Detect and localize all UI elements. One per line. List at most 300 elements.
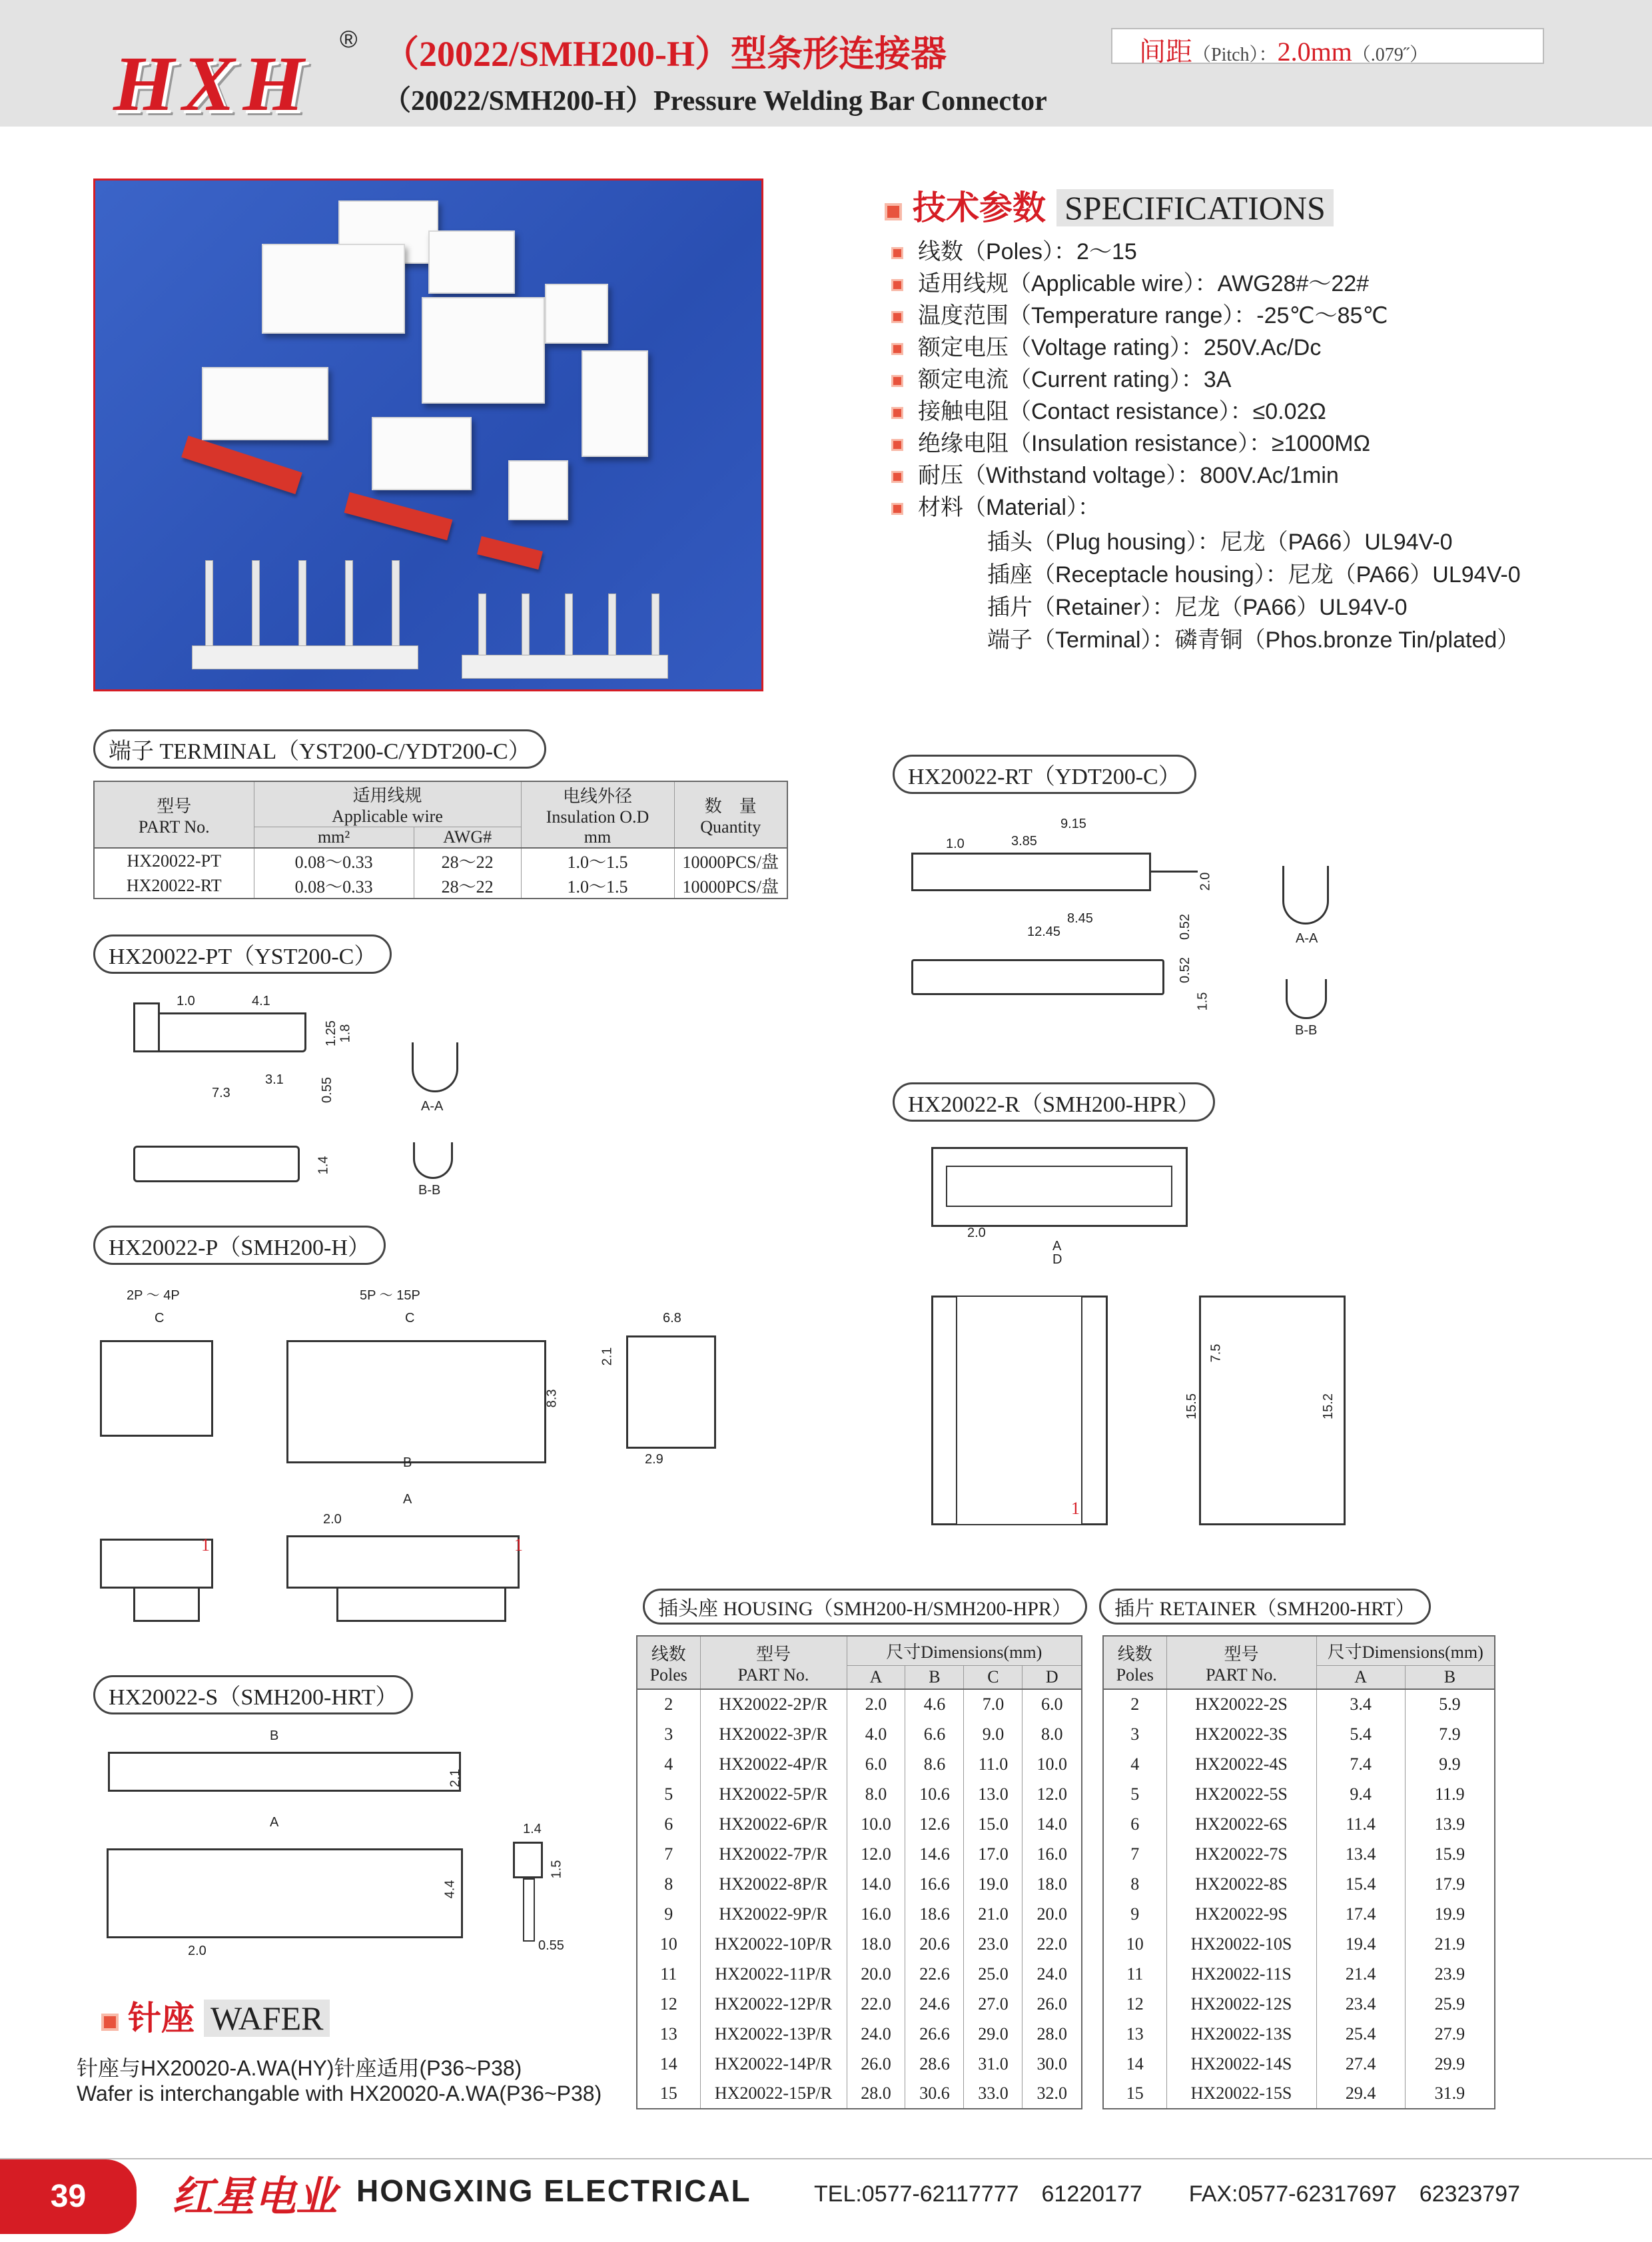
dim-label: B [270, 1728, 279, 1743]
table-row [1103, 1719, 1495, 1749]
th-c: C [964, 1665, 1023, 1689]
cell: 20.0 [847, 1959, 905, 1989]
spec-item [891, 425, 1370, 458]
cell: 11.4 [1316, 1809, 1405, 1839]
cell: 33.0 [964, 2079, 1023, 2109]
cell: 14.0 [847, 1869, 905, 1899]
dim-label: D [1052, 1252, 1062, 1267]
cell: 9 [664, 1904, 673, 1924]
cell: 8 [664, 1874, 673, 1894]
spec-text: 绝缘电阻（Insulation resistance）：≥1000MΩ [918, 431, 1370, 456]
table-row [637, 2079, 1082, 2109]
wafer-note-cn: 针座与HX20020-A.WA(HY)针座适用(P36~P38) [77, 2056, 522, 2080]
th-wire-en: Applicable wire [332, 807, 443, 826]
dim-label: 2.0 [967, 1226, 986, 1240]
th-part-en: PART No. [737, 1665, 809, 1684]
dim-label: 1.0 [946, 837, 965, 851]
dim-label: A [1052, 1239, 1062, 1254]
terminal-tag: 端子 TERMINAL（YST200-C/YDT200-C） [93, 729, 546, 769]
bullet-square-icon [891, 471, 903, 483]
cell: 26.6 [905, 2019, 964, 2049]
pitch-label-en: （Pitch）： [1192, 45, 1278, 65]
spec-item [891, 265, 1369, 298]
cell: 12 [1126, 1994, 1144, 2014]
dim-label: 5P ～ 15P [360, 1288, 420, 1303]
th-part-en: PART No. [1206, 1665, 1277, 1684]
dim-label: 15.5 [1184, 1393, 1199, 1419]
table-row [637, 1779, 1082, 1809]
contact-info [814, 2175, 1520, 2208]
material-item: 端子（Terminal）：磷青铜（Phos.bronze Tin/plated） [987, 627, 1520, 653]
dim-label: 2.0 [1198, 872, 1213, 891]
cell: 13 [1126, 2024, 1144, 2044]
cell: HX20022-13S [1166, 2019, 1316, 2049]
cell: 8 [1130, 1874, 1140, 1894]
cell: 10 [1126, 1934, 1144, 1954]
cell: 3 [1130, 1724, 1140, 1744]
pitch-inch: （.079˝） [1352, 45, 1429, 65]
th-part-cn: 型号 [1224, 1644, 1259, 1664]
dim-label: 7.3 [212, 1086, 230, 1100]
th-b: B [905, 1665, 964, 1689]
cell: HX20022-7S [1166, 1839, 1316, 1869]
dim-label: 0.52 [1177, 914, 1192, 940]
cell: 1.0～1.5 [521, 848, 674, 873]
th-dimensions: 尺寸Dimensions(mm) [847, 1636, 1082, 1665]
wafer-title-cn: 针座 [128, 1999, 195, 2038]
table-row [1103, 1749, 1495, 1779]
dim-label: 1.25 [323, 1020, 338, 1046]
cell: 6 [664, 1814, 673, 1834]
dim-label: A-A [1296, 931, 1318, 946]
table-row [1103, 1839, 1495, 1869]
cell: 15 [659, 2083, 677, 2103]
dim-label: A [270, 1815, 279, 1830]
cell: 30.6 [905, 2079, 964, 2109]
table-row [637, 2019, 1082, 2049]
cell: 17.9 [1405, 1869, 1495, 1899]
spec-text: 额定电压（Voltage rating）：250V.Ac/Dc [918, 335, 1322, 360]
cell: 25.9 [1405, 1989, 1495, 2019]
dim-label: 2.1 [448, 1768, 463, 1788]
cell: 5 [664, 1784, 673, 1804]
cell: 14 [659, 2054, 677, 2073]
dim-label: 4.4 [442, 1880, 458, 1899]
table-row [637, 1719, 1082, 1749]
cell: 27.0 [964, 1989, 1023, 2019]
dim-label: 8.3 [544, 1389, 560, 1408]
cell: HX20022-4P/R [700, 1749, 847, 1779]
registered-mark: ® [340, 25, 358, 53]
table-row [637, 1749, 1082, 1779]
retainer-tag: 插片 RETAINER（SMH200-HRT） [1099, 1589, 1431, 1625]
cell: HX20022-5P/R [700, 1779, 847, 1809]
cell: HX20022-14P/R [700, 2049, 847, 2079]
table-row [1103, 1809, 1495, 1839]
dim-label: 2.9 [645, 1452, 663, 1467]
cell: 25.0 [964, 1959, 1023, 1989]
table-row [1103, 1989, 1495, 2019]
cell: 3 [664, 1724, 673, 1744]
cell: HX20022-12P/R [700, 1989, 847, 2019]
cell: 0.08～0.33 [254, 848, 414, 873]
spec-text: 耐压（Withstand voltage）：800V.Ac/1min [918, 463, 1339, 488]
hxh-logo: HXH [113, 40, 312, 127]
cell: 28.0 [847, 2079, 905, 2109]
cell: 15 [1126, 2083, 1144, 2103]
th-od-en: Insulation O.D [546, 807, 649, 827]
table-row [637, 1839, 1082, 1869]
spec-text: 材料（Material）： [918, 495, 1100, 520]
th-a: A [847, 1665, 905, 1689]
cell: 31.0 [964, 2049, 1023, 2079]
cell: 14.6 [905, 1839, 964, 1869]
cell: 13.9 [1405, 1809, 1495, 1839]
dim-label: C [155, 1311, 165, 1325]
cell: 4.0 [847, 1719, 905, 1749]
s-tag: HX20022-S（SMH200-HRT） [93, 1675, 413, 1714]
cell: 27.4 [1316, 2049, 1405, 2079]
cell: 10 [659, 1934, 677, 1954]
cell: 14 [1126, 2054, 1144, 2073]
bullet-square-icon [891, 311, 903, 323]
cell: 29.9 [1405, 2049, 1495, 2079]
tel: TEL:0577-62117777 61220177 [814, 2181, 1142, 2207]
pitch-label-cn: 间距 [1139, 37, 1192, 67]
product-photo [93, 179, 763, 691]
cell: 8.0 [847, 1779, 905, 1809]
spec-text: 温度范围（Temperature range）：-25℃～85℃ [918, 303, 1388, 328]
cell: 0.08～0.33 [254, 873, 414, 899]
th-part-cn: 型号 [157, 796, 192, 816]
spec-item [891, 233, 1137, 266]
material-item: 插头（Plug housing）：尼龙（PA66）UL94V-0 [987, 530, 1453, 555]
rt-tag: HX20022-RT（YDT200-C） [893, 755, 1196, 794]
page-title-en: （20022/SMH200-H）Pressure Welding Bar Connector [383, 86, 1047, 117]
cell: HX20022-8S [1166, 1869, 1316, 1899]
table-row [1103, 2049, 1495, 2079]
cell: 30.0 [1023, 2049, 1082, 2079]
cell: 12.6 [905, 1809, 964, 1839]
pin1-marker: 1 [1071, 1499, 1080, 1518]
th-awg: AWG# [414, 827, 521, 849]
th-od-cn: 电线外径 [562, 786, 632, 806]
bullet-square-icon [891, 375, 903, 387]
cell: 13.4 [1316, 1839, 1405, 1869]
spec-item [891, 489, 1100, 522]
dim-label: 15.2 [1320, 1393, 1336, 1419]
wafer-title-en: WAFER [204, 2000, 330, 2037]
r-tag: HX20022-R（SMH200-HPR） [893, 1082, 1215, 1122]
cell: 18.0 [847, 1929, 905, 1959]
cell: 7.4 [1316, 1749, 1405, 1779]
cell: HX20022-10S [1166, 1929, 1316, 1959]
bullet-square-icon [885, 203, 902, 220]
dim-label: 12.45 [1027, 925, 1061, 939]
cell: HX20022-11S [1166, 1959, 1316, 1989]
cell: 20.6 [905, 1929, 964, 1959]
table-row [637, 1929, 1082, 1959]
spec-item [891, 457, 1339, 490]
cell: 10.0 [1023, 1749, 1082, 1779]
specifications-title-cn: 技术参数 [913, 188, 1046, 227]
dim-label: B [403, 1455, 412, 1470]
cell: 18.6 [905, 1899, 964, 1929]
cell: 15.4 [1316, 1869, 1405, 1899]
cell: 7.0 [964, 1689, 1023, 1719]
spec-item [891, 329, 1321, 362]
th-part-en: PART No. [138, 817, 210, 837]
table-row [1103, 1959, 1495, 1989]
material-item: 插片（Retainer）：尼龙（PA66）UL94V-0 [987, 595, 1408, 620]
cell: 8.6 [905, 1749, 964, 1779]
cell: 28～22 [414, 873, 521, 899]
wafer-heading [101, 1992, 330, 2040]
table-row [1103, 1929, 1495, 1959]
dim-label: 4.1 [252, 994, 270, 1008]
cell: 10.0 [847, 1809, 905, 1839]
cell: 6.0 [847, 1749, 905, 1779]
retainer-table [1102, 1635, 1495, 2109]
th-b: B [1405, 1665, 1495, 1689]
cell: 10000PCS/盘 [674, 848, 787, 873]
cell: 4 [1130, 1754, 1140, 1774]
cell: 24.0 [847, 2019, 905, 2049]
cell: 28～22 [414, 848, 521, 873]
cell: HX20022-RT [126, 875, 222, 895]
dim-label: 3.1 [265, 1072, 284, 1087]
cell: HX20022-7P/R [700, 1839, 847, 1869]
dim-label: A [403, 1492, 412, 1507]
cell: HX20022-3S [1166, 1719, 1316, 1749]
cell: 25.4 [1316, 2019, 1405, 2049]
cell: 12.0 [847, 1839, 905, 1869]
specifications-heading [885, 181, 1334, 229]
cell: HX20022-2S [1166, 1689, 1316, 1719]
cell: HX20022-15P/R [700, 2079, 847, 2109]
table-row [637, 1899, 1082, 1929]
table-row [637, 1869, 1082, 1899]
cell: 14.0 [1023, 1809, 1082, 1839]
cell: HX20022-14S [1166, 2049, 1316, 2079]
bullet-square-icon [891, 343, 903, 355]
spec-text: 线数（Poles）：2～15 [918, 239, 1137, 264]
cell: 24.0 [1023, 1959, 1082, 1989]
dim-label: 1.8 [338, 1024, 353, 1043]
table-row [1103, 1689, 1495, 1719]
cell: 9 [1130, 1904, 1140, 1924]
dim-label: 2P ～ 4P [127, 1288, 180, 1303]
cell: HX20022-2P/R [700, 1689, 847, 1719]
material-item: 插座（Receptacle housing）：尼龙（PA66）UL94V-0 [987, 562, 1521, 587]
table-row [637, 1989, 1082, 2019]
th-wire-cn: 适用线规 [352, 786, 422, 805]
cell: 20.0 [1023, 1899, 1082, 1929]
spec-item [891, 393, 1326, 426]
th-poles-en: Poles [649, 1665, 687, 1684]
dim-label: 0.55 [538, 1938, 564, 1953]
retainer-table-body [1103, 1689, 1495, 2109]
cell: 2.0 [847, 1689, 905, 1719]
cell: 24.6 [905, 1989, 964, 2019]
cell: 21.4 [1316, 1959, 1405, 1989]
housing-tag: 插头座 HOUSING（SMH200-H/SMH200-HPR） [643, 1589, 1087, 1625]
terminal-table [93, 781, 788, 899]
th-poles-en: Poles [1116, 1665, 1154, 1684]
table-row [637, 1809, 1082, 1839]
cell: 23.9 [1405, 1959, 1495, 1989]
cell: 7 [1130, 1844, 1140, 1864]
spec-text: 额定电流（Current rating）：3A [918, 367, 1232, 392]
pin1-marker: 1 [201, 1535, 210, 1555]
bullet-square-icon [891, 503, 903, 515]
table-row [1103, 2019, 1495, 2049]
cell: HX20022-6S [1166, 1809, 1316, 1839]
dim-label: 7.5 [1208, 1343, 1224, 1363]
brand-name-en: HONGXING ELECTRICAL [356, 2173, 751, 2208]
p-tag: HX20022-P（SMH200-H） [93, 1226, 386, 1265]
housing-table [636, 1635, 1082, 2109]
cell: 19.0 [964, 1869, 1023, 1899]
table-row [1103, 1899, 1495, 1929]
dim-label: 6.8 [663, 1311, 681, 1325]
spec-text: 接触电阻（Contact resistance）：≤0.02Ω [918, 399, 1326, 424]
cell: 4.6 [905, 1689, 964, 1719]
cell: HX20022-9P/R [700, 1899, 847, 1929]
table-row [1103, 1779, 1495, 1809]
cell: 12.0 [1023, 1779, 1082, 1809]
cell: 16.6 [905, 1869, 964, 1899]
cell: 32.0 [1023, 2079, 1082, 2109]
cell: 11.9 [1405, 1779, 1495, 1809]
dim-label: 9.15 [1060, 817, 1086, 831]
bullet-square-icon [891, 279, 903, 291]
footer-divider [0, 2158, 1652, 2159]
cell: 9.9 [1405, 1749, 1495, 1779]
cell: HX20022-13P/R [700, 2019, 847, 2049]
cell: HX20022-9S [1166, 1899, 1316, 1929]
dim-label: B-B [418, 1183, 441, 1198]
bullet-square-icon [891, 407, 903, 419]
table-row [94, 873, 787, 899]
pt-tag: HX20022-PT（YST200-C） [93, 934, 392, 974]
housing-table-body [637, 1689, 1082, 2109]
th-qty-en: Quantity [700, 817, 761, 837]
cell: 27.9 [1405, 2019, 1495, 2049]
bullet-square-icon [891, 439, 903, 451]
th-mm2: mm² [254, 827, 414, 849]
cell: HX20022-6P/R [700, 1809, 847, 1839]
dim-label: C [405, 1311, 415, 1325]
cell: HX20022-8P/R [700, 1869, 847, 1899]
cell: HX20022-5S [1166, 1779, 1316, 1809]
cell: 1.0～1.5 [521, 873, 674, 899]
cell: HX20022-10P/R [700, 1929, 847, 1959]
cell: 21.9 [1405, 1929, 1495, 1959]
cell: 16.0 [1023, 1839, 1082, 1869]
cell: 21.0 [964, 1899, 1023, 1929]
fax: FAX:0577-62317697 62323797 [1188, 2181, 1520, 2207]
th-poles-cn: 线数 [1117, 1644, 1152, 1664]
cell: 22.0 [1023, 1929, 1082, 1959]
th-a: A [1316, 1665, 1405, 1689]
dim-label: 2.0 [323, 1512, 342, 1527]
cell: 5.4 [1316, 1719, 1405, 1749]
bullet-square-icon [891, 247, 903, 259]
dim-label: 3.85 [1011, 834, 1037, 849]
spec-text: 适用线规（Applicable wire）：AWG28#～22# [918, 271, 1370, 296]
table-row [637, 2049, 1082, 2079]
pitch-box [1111, 28, 1544, 67]
cell: 6.0 [1023, 1689, 1082, 1719]
dim-label: B-B [1295, 1023, 1318, 1038]
page-number: 39 [0, 2159, 137, 2234]
cell: 17.4 [1316, 1899, 1405, 1929]
cell: 17.0 [964, 1839, 1023, 1869]
cell: 10.6 [905, 1779, 964, 1809]
cell: HX20022-12S [1166, 1989, 1316, 2019]
cell: 11.0 [964, 1749, 1023, 1779]
table-row [1103, 2079, 1495, 2109]
dim-label: 2.1 [600, 1347, 615, 1366]
dim-label: 0.55 [319, 1077, 334, 1103]
dim-label: 1.5 [1195, 992, 1210, 1011]
table-row [94, 848, 787, 873]
cell: 22.6 [905, 1959, 964, 1989]
cell: HX20022-3P/R [700, 1719, 847, 1749]
cell: 9.4 [1316, 1779, 1405, 1809]
cell: 28.0 [1023, 2019, 1082, 2049]
cell: 5.9 [1405, 1689, 1495, 1719]
brand-name-cn: 红星电业 [172, 2172, 338, 2221]
th-part-cn: 型号 [755, 1644, 791, 1664]
th-poles-cn: 线数 [651, 1644, 686, 1664]
cell: 9.0 [964, 1719, 1023, 1749]
table-row [1103, 1869, 1495, 1899]
cell: 6.6 [905, 1719, 964, 1749]
specifications-title-en: SPECIFICATIONS [1056, 189, 1334, 226]
cell: 11 [1126, 1964, 1144, 1984]
cell: 7.9 [1405, 1719, 1495, 1749]
th-dimensions: 尺寸Dimensions(mm) [1316, 1636, 1495, 1665]
dim-label: 8.45 [1067, 911, 1093, 926]
table-row [637, 1689, 1082, 1719]
cell: 12 [659, 1994, 677, 2014]
cell: 2 [1130, 1694, 1140, 1714]
cell: 31.9 [1405, 2079, 1495, 2109]
cell: HX20022-4S [1166, 1749, 1316, 1779]
pin1-marker: 1 [514, 1535, 523, 1555]
cell: 26.0 [847, 2049, 905, 2079]
dim-label: 2.0 [188, 1944, 206, 1958]
pitch-value: 2.0mm [1277, 37, 1352, 67]
cell: 15.9 [1405, 1839, 1495, 1869]
dim-label: 1.4 [316, 1156, 331, 1175]
dim-label: 1.0 [177, 994, 195, 1008]
spec-item [891, 297, 1388, 330]
cell: 11 [660, 1964, 677, 1984]
cell: 13.0 [964, 1779, 1023, 1809]
cell: 28.6 [905, 2049, 964, 2079]
cell: 29.4 [1316, 2079, 1405, 2109]
cell: 23.4 [1316, 1989, 1405, 2019]
cell: 10000PCS/盘 [674, 873, 787, 899]
cell: 5 [1130, 1784, 1140, 1804]
cell: 3.4 [1316, 1689, 1405, 1719]
th-qty-cn: 数 量 [704, 796, 757, 816]
dim-label: 1.5 [549, 1860, 564, 1879]
cell: 15.0 [964, 1809, 1023, 1839]
